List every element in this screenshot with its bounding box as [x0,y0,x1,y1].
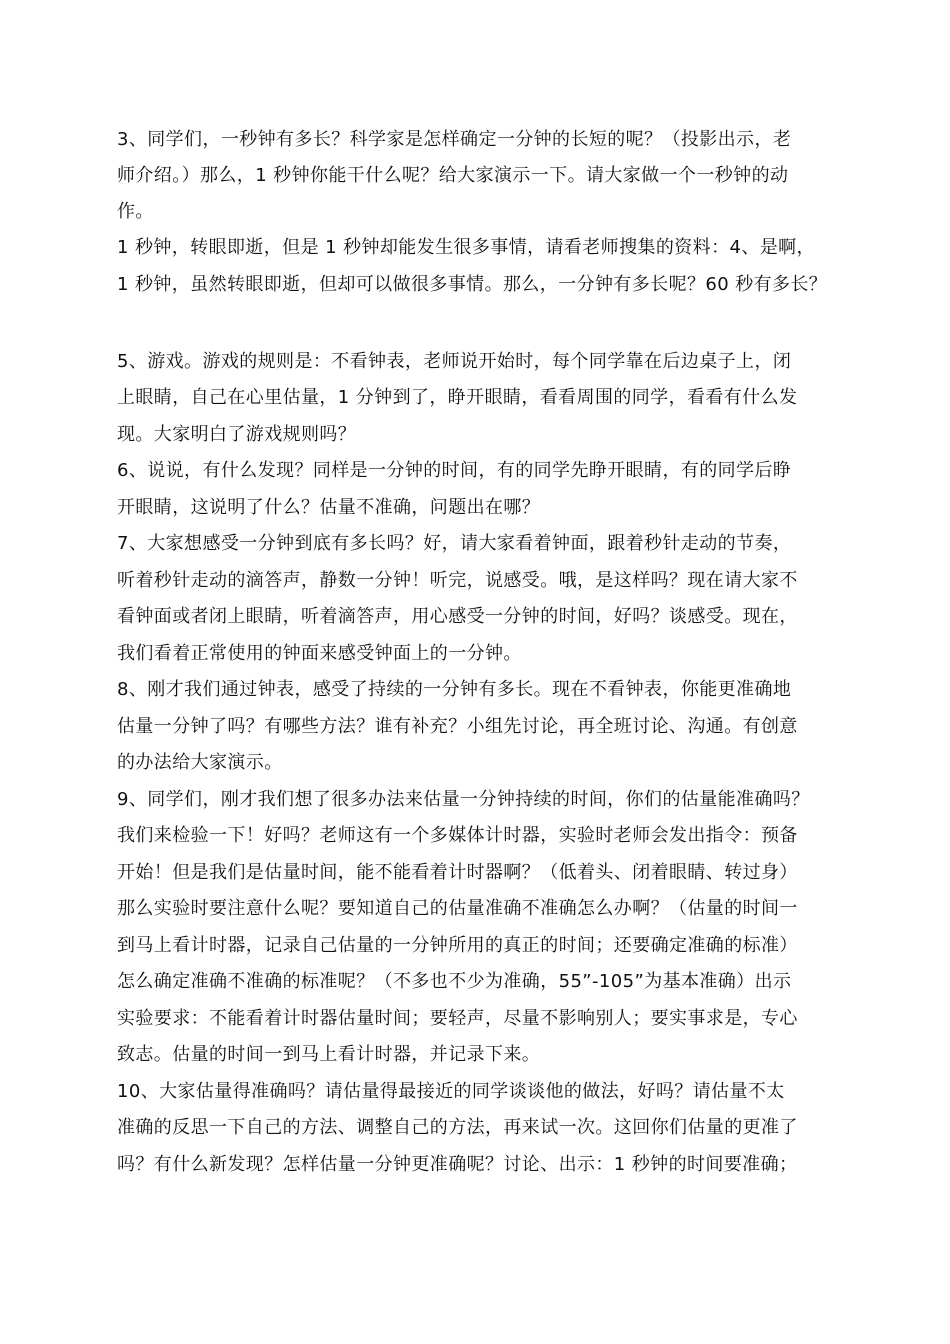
text-line: 那么实验时要注意什么呢？要知道自己的估量准确不准确怎么办啊？（估量的时间一 [117,898,798,919]
text-line: 9、同学们，刚才我们想了很多办法来估量一分钟持续的时间，你们的估量能准确吗？ [117,789,810,810]
text-line: 看钟面或者闭上眼睛，听着滴答声，用心感受一分钟的时间，好吗？谈感受。现在， [117,606,798,627]
text-line: 的办法给大家演示。 [117,752,283,773]
text-line: 作。 [117,201,154,222]
text-line: 现。大家明白了游戏规则吗？ [117,424,357,445]
text-line: 1 秒钟，转眼即逝，但是 1 秒钟却能发生很多事情，请看老师搜集的资料：4、是啊， [117,237,815,258]
text-line: 10、大家估量得准确吗？请估量得最接近的同学谈谈他的做法，好吗？请估量不太 [117,1081,785,1102]
text-line: 1 秒钟，虽然转眼即逝，但却可以做很多事情。那么，一分钟有多长呢？60 秒有多长？ [117,274,828,295]
text-line: 致志。估量的时间一到马上看计时器，并记录下来。 [117,1044,541,1065]
text-line: 估量一分钟了吗？有哪些方法？谁有补充？小组先讨论，再全班讨论、沟通。有创意 [117,716,798,737]
text-line: 吗？有什么新发现？怎样估量一分钟更准确呢？讨论、出示：1 秒钟的时间要准确； [117,1154,798,1175]
text-line: 上眼睛，自己在心里估量，1 分钟到了，睁开眼睛，看看周围的同学，看看有什么发 [117,387,798,408]
text-line: 6、说说，有什么发现？同样是一分钟的时间，有的同学先睁开眼睛，有的同学后睁 [117,460,792,481]
text-line: 听着秒针走动的滴答声，静数一分钟！听完，说感受。哦，是这样吗？现在请大家不 [117,570,798,591]
text-line: 5、游戏。游戏的规则是：不看钟表，老师说开始时，每个同学靠在后边桌子上，闭 [117,351,792,372]
text-line: 实验要求：不能看着计时器估量时间；要轻声，尽量不影响别人；要实事求是，专心 [117,1008,798,1029]
text-line: 到马上看计时器，记录自己估量的一分钟所用的真正的时间；还要确定准确的标准） [117,935,798,956]
text-line: 7、大家想感受一分钟到底有多长吗？好，请大家看着钟面，跟着秒针走动的节奏， [117,533,792,554]
text-line: 3、同学们，一秒钟有多长？科学家是怎样确定一分钟的长短的呢？（投影出示，老 [117,129,792,150]
text-line: 我们来检验一下！好吗？老师这有一个多媒体计时器，实验时老师会发出指令：预备 [117,825,798,846]
text-line: 准确的反思一下自己的方法、调整自己的方法，再来试一次。这回你们估量的更准了 [117,1117,798,1138]
text-line: 怎么确定准确不准确的标准呢？（不多也不少为准确，55”-105”为基本准确）出示 [117,971,792,992]
text-line: 8、刚才我们通过钟表，感受了持续的一分钟有多长。现在不看钟表，你能更准确地 [117,679,792,700]
text-line: 开眼睛，这说明了什么？估量不准确，问题出在哪？ [117,497,541,518]
text-line: 我们看着正常使用的钟面来感受钟面上的一分钟。 [117,643,522,664]
text-line: 师介绍。）那么，1 秒钟你能干什么呢？给大家演示一下。请大家做一个一秒钟的动 [117,165,789,186]
text-line: 开始！但是我们是估量时间，能不能看着计时器啊？（低着头、闭着眼睛、转过身） [117,862,798,883]
